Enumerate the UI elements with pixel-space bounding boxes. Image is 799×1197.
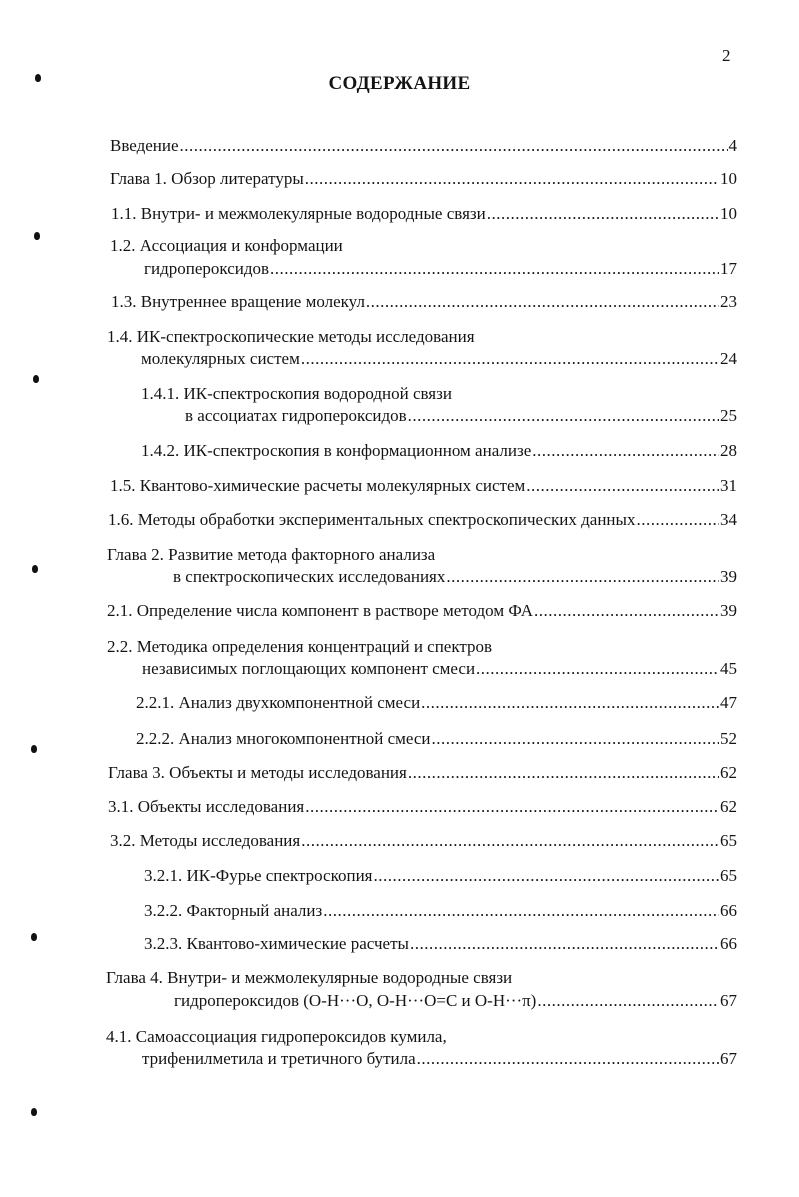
leader-dots	[180, 136, 728, 156]
toc-entry	[107, 601, 737, 623]
toc-entry	[144, 866, 737, 888]
toc-entry	[185, 406, 737, 428]
binding-hole-mark	[34, 232, 40, 240]
toc-entry-label: молекулярных систем	[141, 349, 300, 368]
leader-dots	[532, 441, 719, 461]
toc-entry	[144, 934, 737, 956]
leader-dots	[301, 831, 719, 851]
leader-dots	[301, 349, 719, 369]
toc-entry-page: 67	[720, 991, 737, 1010]
leader-dots	[408, 763, 719, 783]
leader-dots	[417, 1049, 719, 1069]
toc-entry-label: Глава 3. Объекты и методы исследования	[108, 763, 407, 782]
toc-entry	[110, 169, 737, 191]
toc-entry-page: 17	[720, 259, 737, 278]
toc-entry-label: трифенилметила и третичного бутила	[142, 1049, 416, 1068]
toc-entry-page: 45	[720, 659, 737, 678]
toc-entry-label: 1.3. Внутреннее вращение молекул	[111, 292, 365, 311]
toc-entry	[111, 204, 737, 226]
toc-entry-page: 67	[720, 1049, 737, 1068]
leader-dots	[408, 406, 719, 426]
toc-entry-label: 1.6. Методы обработки экспериментальных спектроскопических данных	[108, 510, 636, 529]
toc-entry-page: 65	[720, 866, 737, 885]
toc-entry-label: 3.2. Методы исследования	[110, 831, 301, 850]
leader-dots	[446, 567, 719, 587]
toc-entry-heading: 1.4. ИК-спектроскопические методы исследования	[107, 327, 475, 346]
toc-entry-label: гидропероксидов	[144, 259, 270, 278]
leader-dots	[526, 476, 719, 496]
toc-entry	[136, 729, 737, 751]
toc-entry	[142, 1049, 737, 1071]
leader-dots	[487, 204, 719, 224]
leader-dots	[366, 292, 719, 312]
toc-entry-page: 39	[720, 567, 737, 586]
toc-entry-heading: 1.4.1. ИК-спектроскопия водородной связи	[141, 384, 452, 403]
toc-entry-page: 65	[720, 831, 737, 850]
toc-entry-page: 4	[728, 136, 737, 155]
toc-entry-label: 1.5. Квантово-химические расчеты молекулярных систем	[110, 476, 526, 495]
leader-dots	[270, 259, 719, 279]
toc-entry-page: 10	[720, 204, 737, 223]
toc-entry-label: 2.2.2. Анализ многокомпонентной смеси	[136, 729, 431, 748]
binding-hole-mark	[31, 745, 37, 753]
leader-dots	[305, 169, 719, 189]
leader-dots	[537, 991, 719, 1011]
toc-entry-label: 3.2.1. ИК-Фурье спектроскопия	[144, 866, 373, 885]
page-title: СОДЕРЖАНИЕ	[328, 73, 471, 94]
toc-entry	[111, 292, 737, 314]
toc-entry-label: 1.1. Внутри- и межмолекулярные водородные связи	[111, 204, 486, 223]
leader-dots	[431, 729, 719, 749]
toc-entry-heading: 4.1. Самоассоциация гидропероксидов кумила,	[106, 1027, 447, 1046]
toc-entry	[173, 567, 737, 589]
toc-entry-heading: Глава 4. Внутри- и межмолекулярные водородные связи	[106, 968, 513, 987]
toc-entry-label: 2.1. Определение числа компонент в растворе методом ФА	[107, 601, 533, 620]
toc-entry-label: 1.4.2. ИК-спектроскопия в конформационном анализе	[141, 441, 532, 460]
toc-entry	[141, 349, 737, 371]
toc-entry	[110, 136, 737, 158]
toc-entry-page: 52	[720, 729, 737, 748]
toc-entry	[174, 991, 737, 1013]
leader-dots	[636, 510, 719, 530]
toc-entry-page: 23	[720, 292, 737, 311]
toc-entry	[108, 763, 737, 785]
toc-entry-page: 47	[720, 693, 737, 712]
binding-hole-mark	[32, 565, 38, 573]
leader-dots	[305, 797, 719, 817]
toc-entry-label: Глава 1. Обзор литературы	[110, 169, 304, 188]
toc-entry-label: Введение	[110, 136, 179, 155]
leader-dots	[374, 866, 720, 886]
toc-entry-page: 34	[720, 510, 737, 529]
toc-entry-heading: Глава 2. Развитие метода факторного анализа	[107, 545, 436, 564]
toc-entry	[144, 901, 737, 923]
toc-entry-label: 3.2.3. Квантово-химические расчеты	[144, 934, 409, 953]
toc-entry-heading: 2.2. Методика определения концентраций и спектров	[107, 637, 493, 656]
toc-entry	[141, 441, 737, 463]
toc-entry-label: 3.2.2. Факторный анализ	[144, 901, 323, 920]
binding-hole-mark	[31, 1108, 37, 1116]
leader-dots	[323, 901, 719, 921]
toc-entry-label: 3.1. Объекты исследования	[108, 797, 305, 816]
toc-entry	[142, 659, 737, 681]
toc-entry-page: 10	[720, 169, 737, 188]
toc-entry	[110, 476, 737, 498]
toc-entry-label: независимых поглощающих компонент смеси	[142, 659, 476, 678]
toc-entry-label: в спектроскопических исследованиях	[173, 567, 446, 586]
leader-dots	[476, 659, 719, 679]
leader-dots	[421, 693, 719, 713]
page-number: 2	[722, 46, 731, 65]
toc-entry-page: 25	[720, 406, 737, 425]
toc-entry-heading: 1.2. Ассоциация и конформации	[110, 236, 343, 255]
toc-entry-page: 28	[720, 441, 737, 460]
toc-entry-label: в ассоциатах гидропероксидов	[185, 406, 407, 425]
toc-entry-label: гидропероксидов (О-Н···О, О-Н···О=С и О-Н···π)	[174, 991, 537, 1010]
toc-entry-page: 24	[720, 349, 737, 368]
leader-dots	[534, 601, 719, 621]
toc-entry	[110, 831, 737, 853]
toc-entry	[108, 510, 737, 532]
binding-hole-mark	[35, 74, 41, 82]
toc-entry-page: 31	[720, 476, 737, 495]
toc-entry-page: 66	[720, 901, 737, 920]
toc-entry-page: 66	[720, 934, 737, 953]
toc-entry-page: 62	[720, 797, 737, 816]
toc-entry-label: 2.2.1. Анализ двухкомпонентной смеси	[136, 693, 421, 712]
binding-hole-mark	[31, 933, 37, 941]
toc-entry	[136, 693, 737, 715]
toc-entry-page: 39	[720, 601, 737, 620]
toc-entry	[108, 797, 737, 819]
toc-entry-page: 62	[720, 763, 737, 782]
binding-hole-mark	[33, 375, 39, 383]
leader-dots	[410, 934, 719, 954]
toc-entry	[144, 259, 737, 281]
